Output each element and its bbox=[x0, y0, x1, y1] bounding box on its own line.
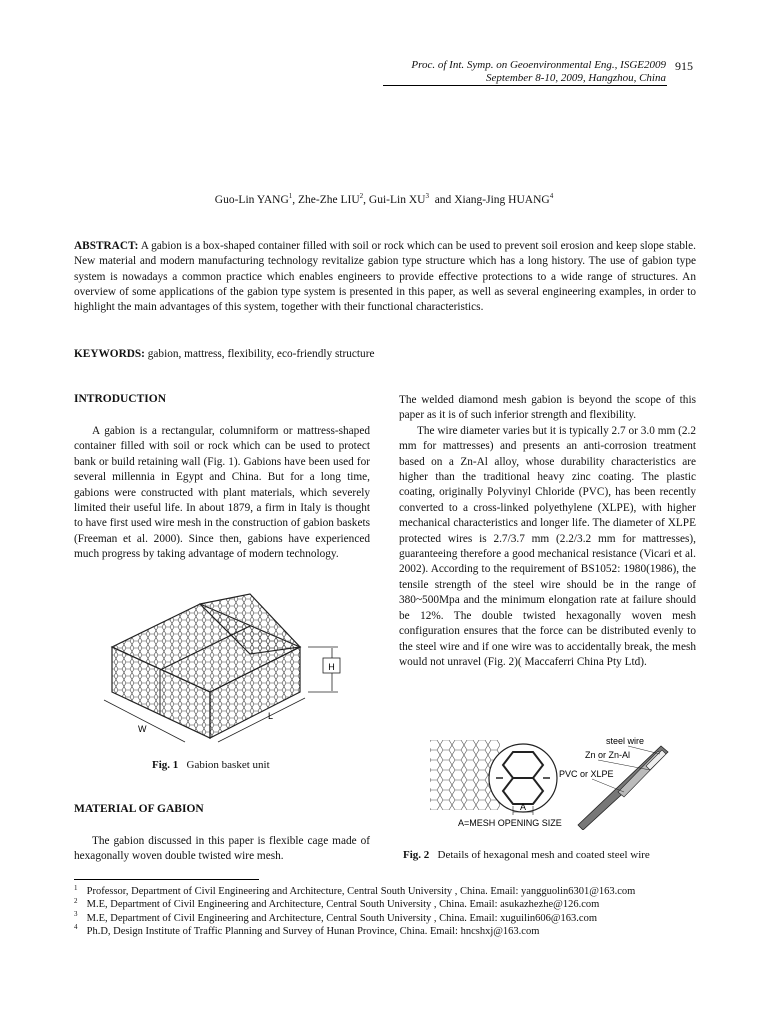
author-name: Gui-Lin XU bbox=[368, 194, 426, 206]
citation-line-2: September 8-10, 2009, Hangzhou, China bbox=[486, 72, 666, 84]
right-paragraph-1: The welded diamond mesh gabion is beyond the scope of this paper as it is of such inferior strength and flexibility. bbox=[399, 394, 696, 422]
author-name: Xiang-Jing HUANG bbox=[454, 194, 550, 206]
introduction-paragraph: A gabion is a rectangular, columniform or mattress-shaped container filled with soil or rock which can be used to protect bank or build retaining wall (Fig. 1). Gabions have been used for several millennia in Egypt and China. But for a long time, gabions were constructed with plant materials, which severely limited their useful life. In about 1879, a firm in Italy is thought to have first used wire mesh in the construction of gabion baskets (Freeman et al. 2000). Since then, gabions have experienced much progress by taking advantage of modern technology. bbox=[74, 425, 370, 561]
figure-2-caption bbox=[403, 849, 650, 861]
author-list bbox=[0, 194, 768, 206]
dimension-l-label: L bbox=[268, 711, 274, 721]
material-text bbox=[74, 834, 370, 865]
author-separator: , bbox=[363, 194, 369, 206]
keywords bbox=[74, 347, 696, 362]
keywords-text: gabion, mattress, flexibility, eco-friendly structure bbox=[147, 348, 375, 360]
footnote-rule bbox=[74, 879, 259, 880]
footnote: 2 M.E, Department of Civil Engineering and Architecture, Central South University , China. Email: asukazhezhe@126.com bbox=[74, 896, 600, 911]
abstract-text: A gabion is a box-shaped container filled with soil or rock which can be used to prevent soil erosion and keep slope stable. New material and modern manufacturing technology revitalize gabion type structure which has a long history. The use of gabion type system is nowadays a common practice which enables engineers to provide effective protections to a wide range of structures. An overview of some applications of the gabion type system is presented in this paper, as well as several engineering examples, in order to highlight the main advantages of this system, together with their functional characteristics. bbox=[74, 240, 696, 314]
abstract bbox=[74, 239, 696, 315]
introduction-text bbox=[74, 424, 370, 563]
author-affiliation-mark: 4 bbox=[549, 192, 554, 201]
author-name: Guo-Lin YANG bbox=[214, 194, 289, 206]
header-rule bbox=[383, 85, 667, 86]
dimension-h-label: H bbox=[328, 662, 335, 672]
dimension-w-label: W bbox=[138, 724, 147, 734]
author-separator: and bbox=[428, 194, 455, 206]
right-paragraph-2: The wire diameter varies but it is typically 2.7 or 3.0 mm (2.2 mm for mattresses) and presents an anti-corrosion treatment based on a Zn-Al alloy, whose durability characteristics are higher than the traditional heavy zinc coating. The plastic coating, originally Polyvinyl Chloride (PVC), has been recently converted to a cross-linked polyethylene (XLPE), with higher mechanical characteristics and longer life. The diameter of XLPE protected wires is 2.7/3.7 mm (2.2/3.2 mm for mattresses), guaranteeing therefore a good mechanical resistance (Vicari et al. 2002). According to the requirement of BS1052: 1980(1986), the tensile strength of the steel wire should be in the range of 380~500Mpa and the minimum elongation rate at failure should be 12%. The double twisted hexagonally woven mesh configuration ensures that the force can be distributed evenly to the steel wire and if one wire was to accidentally break, the mesh would not unravel (Fig. 2)( Maccaferri China Pty Ltd). bbox=[399, 424, 696, 668]
figure-1-label: Fig. 1 bbox=[152, 759, 179, 771]
steel-wire-label: steel wire bbox=[606, 736, 645, 746]
footnote-text: Ph.D, Design Institute of Traffic Planning and Survey of Hunan Province, China. Email: hncshxj@163.com bbox=[86, 925, 540, 937]
header-citation bbox=[300, 59, 666, 85]
plastic-coating-label: PVC or XLPE bbox=[559, 769, 614, 779]
footnote: 4 Ph.D, Design Institute of Traffic Planning and Survey of Hunan Province, China. Email: hncshxj@163.com bbox=[74, 923, 540, 937]
footnote-text: Professor, Department of Civil Engineering and Architecture, Central South University , China. Email: yangguolin6301@163.com bbox=[86, 886, 636, 897]
mesh-a-mark: A bbox=[519, 802, 527, 812]
footnotes bbox=[74, 885, 714, 938]
keywords-label: KEYWORDS: bbox=[74, 348, 145, 360]
material-paragraph: The gabion discussed in this paper is flexible cage made of hexagonally woven double twisted wire mesh. bbox=[74, 835, 370, 863]
footnote: 1 Professor, Department of Civil Engineering and Architecture, Central South University , China. Email: yangguolin6301@163.com bbox=[74, 883, 636, 897]
mesh-opening-label: A=MESH OPENING SIZE bbox=[458, 818, 562, 828]
footnote-text: M.E, Department of Civil Engineering and Architecture, Central South University , China. Email: asukazhezhe@126.com bbox=[86, 899, 600, 911]
figure-1-caption bbox=[152, 759, 270, 771]
figure-2-label: Fig. 2 bbox=[403, 849, 430, 861]
zn-coating-label: Zn or Zn-Al bbox=[585, 750, 631, 760]
footnote-text: M.E, Department of Civil Engineering and Architecture, Central South University , China. Email: xuguilin606@163.com bbox=[86, 912, 597, 924]
author-affiliation-mark: 2 bbox=[359, 192, 364, 201]
footnote: 3 M.E, Department of Civil Engineering and Architecture, Central South University , China. Email: xuguilin606@163.com bbox=[74, 910, 597, 924]
section-heading-introduction: INTRODUCTION bbox=[74, 393, 167, 405]
abstract-label: ABSTRACT: bbox=[74, 240, 139, 252]
author-affiliation-mark: 1 bbox=[288, 192, 293, 201]
right-column-text bbox=[399, 393, 696, 670]
figure-1-gabion-basket bbox=[100, 592, 350, 747]
figure-1-caption-text: Gabion basket unit bbox=[186, 759, 270, 771]
section-heading-material: MATERIAL OF GABION bbox=[74, 803, 204, 815]
figure-2-caption-text: Details of hexagonal mesh and coated steel wire bbox=[437, 849, 650, 861]
figure-2-mesh-detail bbox=[428, 730, 673, 830]
citation-line-1: Proc. of Int. Symp. on Geoenvironmental Eng., ISGE2009 bbox=[411, 59, 666, 71]
page-number: 915 bbox=[675, 59, 693, 73]
author-name: Zhe-Zhe LIU bbox=[298, 194, 360, 206]
author-affiliation-mark: 3 bbox=[425, 192, 429, 201]
author-separator: , bbox=[292, 194, 299, 206]
